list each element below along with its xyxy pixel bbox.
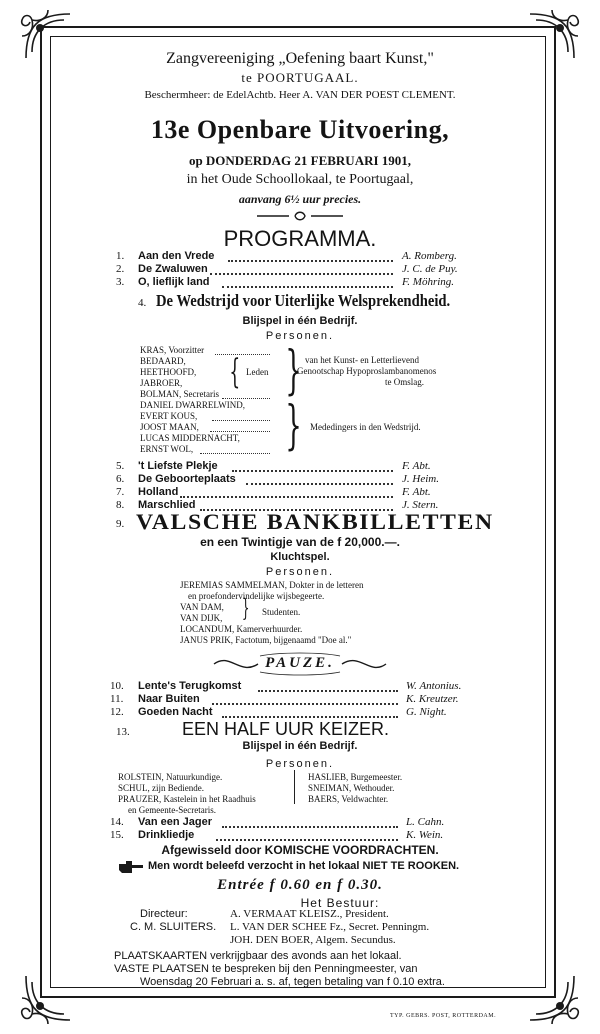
- tickets-line: PLAATSKAARTEN verkrijgbaar des avonds aan het lokaal.: [114, 950, 402, 962]
- flourish-divider-icon: [255, 210, 345, 222]
- personen-heading: Personen.: [265, 566, 335, 578]
- leader-dots: [222, 398, 270, 399]
- leader-dots: [222, 286, 393, 288]
- corner-ornament-icon: [18, 968, 78, 1028]
- tickets-line: VASTE PLAATSEN te bespreken bij den Penningmeester, van: [114, 963, 418, 975]
- cast-member: LOCANDUM, Kamerverhuurder.: [180, 624, 303, 634]
- item-number: 9.: [116, 518, 125, 530]
- group-description: Mededingers in den Wedstrijd.: [310, 422, 421, 432]
- cast-member: BOLMAN, Secretaris: [140, 389, 219, 399]
- cast-member: JEREMIAS SAMMELMAN, Dokter in de letteren: [180, 580, 364, 590]
- item-title: Naar Buiten: [138, 693, 200, 705]
- play-subtitle: en een Twintigje van de f 20,000.—.: [200, 535, 400, 549]
- item-number: 6.: [116, 473, 125, 485]
- programma-heading: PROGRAMMA.: [223, 226, 377, 251]
- group-description: van het Kunst- en Letterlievend: [305, 355, 419, 365]
- item-title: Van een Jager: [138, 816, 212, 828]
- directeur-label: Directeur:: [140, 908, 188, 920]
- play-title: EEN HALF UUR KEIZER.: [182, 719, 390, 739]
- play-title: VALSCHE BANKBILLETTEN: [136, 509, 494, 534]
- pauze-label: PAUZE.: [265, 655, 335, 671]
- item-number: 11.: [110, 693, 124, 705]
- brace-icon: }: [241, 594, 250, 622]
- item-number: 4.: [138, 297, 147, 309]
- pointing-hand-icon: [118, 860, 144, 874]
- patron-line: Beschermheer: de EdelAchtb. Heer A. VAN DER POEST CLEMENT.: [144, 89, 456, 101]
- item-title: De Geboorteplaats: [138, 473, 236, 485]
- leden-label: Leden: [246, 367, 269, 377]
- item-number: 13.: [116, 726, 130, 738]
- item-number: 14.: [110, 816, 124, 828]
- no-smoking-notice: Men wordt beleefd verzocht in het lokaal NIET TE ROOKEN.: [148, 860, 460, 872]
- item-number: 8.: [116, 499, 125, 511]
- leader-dots: [210, 431, 270, 432]
- item-number: 2.: [116, 263, 125, 275]
- cast-member: DANIEL DWARRELWIND,: [140, 400, 245, 410]
- item-number: 1.: [116, 250, 125, 262]
- cast-member: HEETHOOFD,: [140, 367, 197, 377]
- cast-member: JOOST MAAN,: [140, 422, 199, 432]
- item-composer: F. Möhring.: [402, 276, 455, 288]
- leader-dots: [228, 260, 393, 262]
- corner-ornament-icon: [522, 968, 582, 1028]
- leader-dots: [200, 453, 270, 454]
- item-composer: K. Wein.: [406, 829, 444, 841]
- cast-member: KRAS, Voorzitter: [140, 345, 205, 355]
- item-composer: J. Stern.: [402, 499, 439, 511]
- item-composer: F. Abt.: [402, 486, 431, 498]
- item-composer: W. Antonius.: [406, 680, 462, 692]
- cast-member: SNEIMAN, Wethouder.: [308, 783, 395, 793]
- item-title: Drinkliedje: [138, 829, 195, 841]
- play-subtitle: Blijspel in één Bedrijf.: [242, 740, 358, 752]
- item-title: 't Liefste Plekje: [138, 460, 218, 472]
- column-divider: [294, 770, 295, 804]
- item-composer: J. C. de Puy.: [402, 263, 458, 275]
- brace-icon: {: [229, 352, 241, 392]
- cast-member: HASLIEB, Burgemeester.: [308, 772, 403, 782]
- item-composer: J. Heim.: [402, 473, 439, 485]
- cast-member: BAERS, Veldwachter.: [308, 794, 389, 804]
- play-title: De Wedstrijd voor Uiterlijke Welsprekendheid.: [156, 291, 451, 310]
- group-description: Genootschap Hypoproslambanomenos: [297, 366, 437, 376]
- item-number: 5.: [116, 460, 125, 472]
- printer-imprint: TYP. GEBRS. POST, ROTTERDAM.: [390, 1013, 497, 1019]
- item-number: 3.: [116, 276, 125, 288]
- entree-prices: Entrée f 0.60 en f 0.30.: [217, 877, 383, 893]
- cast-member: LUCAS MIDDERNACHT,: [140, 433, 240, 443]
- leader-dots: [216, 839, 398, 841]
- cast-member: JANUS PRIK, Factotum, bijgenaamd "Doe al.": [180, 635, 352, 645]
- item-title: De Zwaluwen: [138, 263, 208, 275]
- item-number: 12.: [110, 706, 124, 718]
- item-title: Lente's Terugkomst: [138, 680, 242, 692]
- cast-member: en proefondervindelijke wijsbegeerte.: [188, 591, 325, 601]
- item-composer: G. Night.: [406, 706, 447, 718]
- board-member: A. VERMAAT KLEISZ., President.: [230, 908, 389, 920]
- cast-member: JABROER,: [140, 378, 183, 388]
- brace-icon: }: [285, 341, 302, 401]
- start-time: aanvang 6½ uur precies.: [238, 192, 362, 206]
- cast-member: ERNST WOL,: [140, 444, 194, 454]
- leader-dots: [212, 703, 398, 705]
- board-member: L. VAN DER SCHEE Fz., Secret. Penningm.: [230, 921, 430, 933]
- leader-dots: [215, 354, 270, 355]
- cast-member: EVERT KOUS,: [140, 411, 198, 421]
- item-title: O, lieflijk land: [138, 276, 210, 288]
- cast-member: VAN DIJK,: [180, 613, 223, 623]
- place-line: te POORTUGAAL.: [241, 70, 359, 85]
- leader-dots: [212, 420, 270, 421]
- leader-dots: [246, 483, 393, 485]
- leader-dots: [258, 690, 398, 692]
- cast-member: PRAUZER, Kastelein in het Raadhuis: [118, 794, 256, 804]
- directeur-name: C. M. SLUITERS.: [130, 921, 217, 933]
- date-line: op DONDERDAG 21 FEBRUARI 1901,: [188, 153, 412, 168]
- tickets-line: Woensdag 20 Februari a. s. af, tegen betaling van f 0.10 extra.: [140, 976, 445, 988]
- studenten-label: Studenten.: [262, 607, 301, 617]
- society-name: Zangvereeniging „Oefening baart Kunst,": [166, 50, 434, 67]
- play-subtitle: Blijspel in één Bedrijf.: [242, 315, 358, 327]
- leader-dots: [222, 826, 398, 828]
- leader-dots: [232, 470, 393, 472]
- board-member: JOH. DEN BOER, Algem. Secundus.: [230, 934, 396, 946]
- brace-icon: }: [285, 396, 302, 456]
- item-title: Aan den Vrede: [138, 250, 215, 262]
- bestuur-heading: Het Bestuur:: [300, 896, 380, 910]
- item-composer: A. Romberg.: [402, 250, 457, 262]
- item-number: 15.: [110, 829, 124, 841]
- item-title: Goeden Nacht: [138, 706, 213, 718]
- personen-heading: Personen.: [265, 330, 335, 342]
- play-genre: Kluchtspel.: [270, 551, 330, 563]
- leader-dots: [210, 273, 393, 275]
- comic-recitations-line: Afgewisseld door KOMISCHE VOORDRACHTEN.: [161, 843, 439, 857]
- item-composer: K. Kreutzer.: [406, 693, 459, 705]
- item-title: Marschlied: [138, 499, 196, 511]
- cast-member: SCHUL, zijn Bediende.: [118, 783, 204, 793]
- group-description: te Omslag.: [385, 377, 424, 387]
- cast-member: VAN DAM,: [180, 602, 224, 612]
- performance-title: 13e Openbare Uitvoering,: [150, 115, 450, 144]
- personen-heading: Personen.: [265, 758, 335, 770]
- item-title: Holland: [138, 486, 179, 498]
- venue-line: in het Oude Schoollokaal, te Poortugaal,: [186, 172, 414, 187]
- item-composer: L. Cahn.: [406, 816, 445, 828]
- cast-member: ROLSTEIN, Natuurkundige.: [118, 772, 223, 782]
- leader-dots: [180, 496, 393, 498]
- item-composer: F. Abt.: [402, 460, 431, 472]
- item-number: 10.: [110, 680, 124, 692]
- cast-member: en Gemeente-Secretaris.: [128, 805, 216, 815]
- cast-member: BEDAARD,: [140, 356, 186, 366]
- item-number: 7.: [116, 486, 125, 498]
